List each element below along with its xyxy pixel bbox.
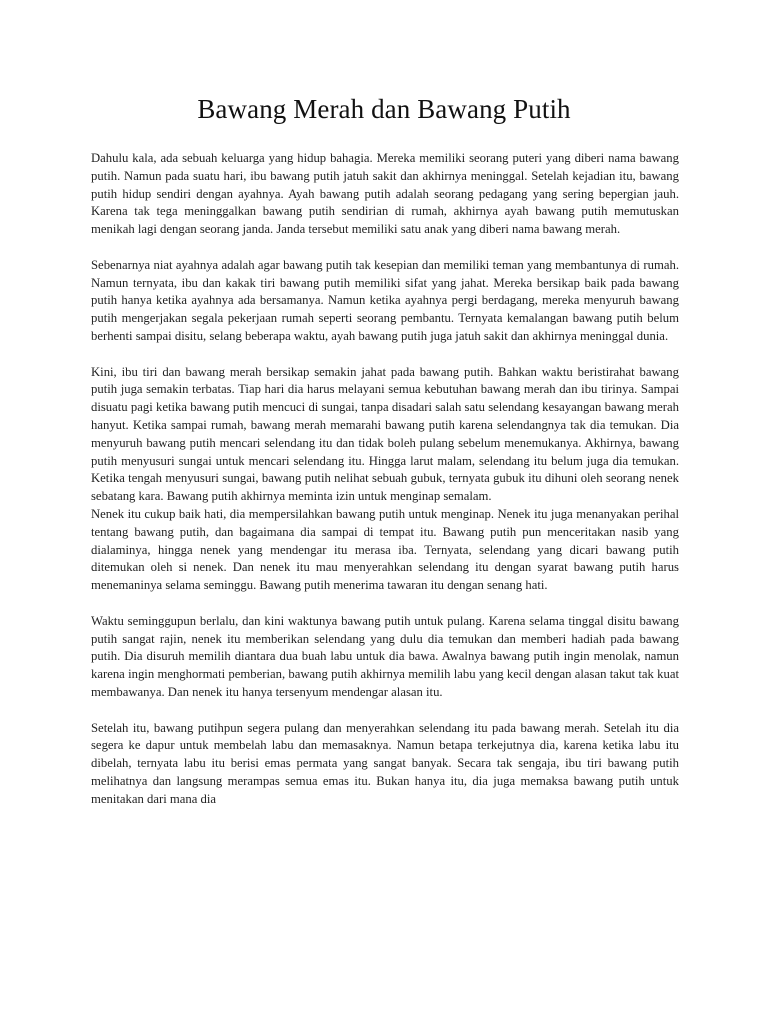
paragraph-1: Dahulu kala, ada sebuah keluarga yang hidup bahagia. Mereka memiliki seorang puteri yang diberi nama bawang putih. Namun pada suatu hari, ibu bawang putih jatuh sakit dan akhirnya meninggal. Setelah kejadian itu, bawang putih hidup sendiri dengan ayahnya. Ayah bawang putih adalah seorang pedagang yang sering bepergian jauh. Karena tak tega meninggalkan bawang putih sendirian di rumah, akhirnya ayah bawang putih memutuskan menikah lagi dengan seorang janda. Janda tersebut memiliki satu anak yang diberi nama bawang merah. xyxy=(91,151,679,237)
document-body xyxy=(91,150,679,808)
paragraph-3: Kini, ibu tiri dan bawang merah bersikap semakin jahat pada bawang putih. Bahkan waktu beristirahat bawang putih juga semakin terbatas. Tiap hari dia harus melayani semua kebutuhan bawang merah dan ibu tirinya. Sampai disuatu pagi ketika bawang putih mencuci di sungai, tanpa disadari salah satu selendang kesayangan bawang merah hanyut. Ketika sampai rumah, bawang merah memarahi bawang putih karena selendangnya tak dia temukan. Dia menyuruh bawang putih mencari selendang itu dan tidak boleh pulang sebelum menemukanya. Akhirnya, bawang putih menyusuri sungai untuk mencari selendang itu. Hingga larut malam, selendang itu belum juga dia temukan. Ketika tengah menyusuri sungai, bawang putih nelihat sebuah gubuk, ternyata gubuk itu dihuni oleh seorang nenek sebatang kara. Bawang putih akhirnya meminta izin untuk menginap semalam. xyxy=(91,364,679,504)
document-title: Bawang Merah dan Bawang Putih xyxy=(197,94,571,124)
paragraph-6: Setelah itu, bawang putihpun segera pulang dan menyerahkan selendang itu pada bawang merah. Setelah itu dia segera ke dapur untuk membelah labu dan memasaknya. Namun betapa terkejutnya dia, karena ketika labu itu dibelah, ternyata labu itu berisi emas permata yang sangat banyak. Secara tak sengaja, ibu tiri bawang putih melihatnya dan langsung merampas semua emas itu. Bukan hanya itu, dia juga memaksa bawang putih untuk menitakan dari mana dia xyxy=(91,720,679,806)
paragraph-2: Sebenarnya niat ayahnya adalah agar bawang putih tak kesepian dan memiliki teman yang membantunya di rumah. Namun ternyata, ibu dan kakak tiri bawang putih memiliki sifat yang jahat. Mereka bersikap baik pada bawang putih hanya ketika ayahnya ada bersamanya. Namun ketika ayahnya pergi berdagang, mereka menyuruh bawang putih mengerjakan segala pekerjaan rumah seperti seorang pembantu. Ternyata kemalangan bawang putih belum berhenti sampai disitu, selang beberapa waktu, ayah bawang putih juga jatuh sakit dan akhirnya meninggal dunia. xyxy=(91,257,679,343)
paragraph-4: Nenek itu cukup baik hati, dia mempersilahkan bawang putih untuk menginap. Nenek itu juga menanyakan perihal tentang bawang putih, dan bagaimana dia sampai di tempat itu. Bawang putih pun menceritakan nasib yang dialaminya, hingga nenek yang mendengar itu merasa iba. Ternyata, selendang yang dicari bawang putih ditemukan oleh si nenek. Dan nenek itu mau menyerahkan selendang itu dengan syarat bawang putih harus menemaninya selama seminggu. Bawang putih menerima tawaran itu dengan senang hati. xyxy=(91,506,679,593)
paragraph-5: Waktu seminggupun berlalu, dan kini waktunya bawang putih untuk pulang. Karena selama tinggal disitu bawang putih sangat rajin, nenek itu memberikan selendang yang dulu dia temukan dan memberi hadiah pada bawang putih. Dia disuruh memilih diantara dua buah labu untuk dia bawa. Awalnya bawang putih ingin menolak, namun karena ingin menghormati pemberian, bawang putih akhirnya memilih labu yang kecil dengan alasan takut tak kuat membawanya. Dan nenek itu hanya tersenyum mendengar alasan itu. xyxy=(91,613,679,699)
